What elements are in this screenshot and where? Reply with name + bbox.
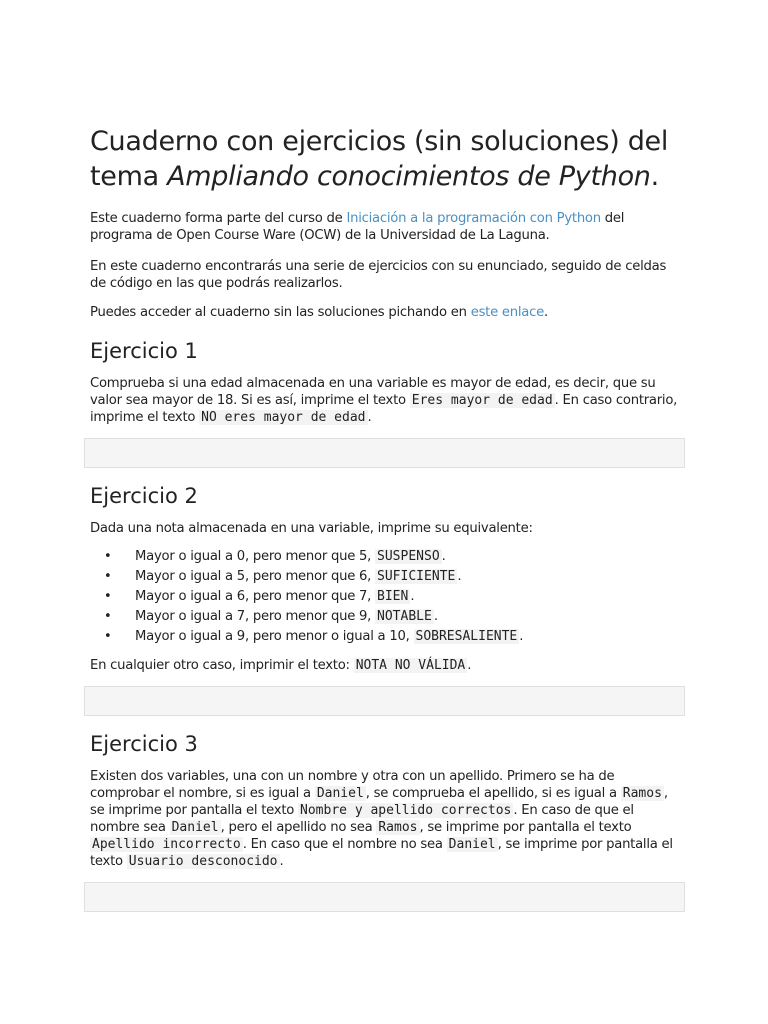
list-item-text: Mayor o igual a 5, pero menor que 6, bbox=[135, 569, 376, 584]
inline-code: Daniel bbox=[448, 837, 496, 852]
inline-code: Eres mayor de edad bbox=[411, 393, 553, 408]
exercise-1-code-cell[interactable] bbox=[84, 438, 685, 468]
list-item bbox=[90, 627, 685, 647]
list-item-text: Mayor o igual a 9, pero menor o igual a 10, bbox=[135, 629, 414, 644]
title-italic: Ampliando conocimientos de Python bbox=[167, 161, 651, 192]
list-item-text: . bbox=[519, 629, 524, 644]
statement-text: . bbox=[367, 410, 372, 425]
list-item-text: . bbox=[441, 549, 446, 564]
list-item bbox=[90, 587, 685, 607]
statement-text: . En caso contrario, imprime el texto bbox=[90, 393, 678, 425]
statement-text: . bbox=[467, 658, 472, 673]
notebook-link[interactable]: este enlace bbox=[470, 305, 544, 320]
page-title bbox=[90, 124, 685, 194]
inline-code: Usuario desconocido bbox=[128, 854, 278, 869]
bullet-icon: • bbox=[104, 549, 112, 564]
bullet-icon: • bbox=[104, 609, 112, 624]
exercise-3-heading: Ejercicio 3 bbox=[90, 732, 198, 756]
grade-list bbox=[90, 547, 685, 647]
statement-text: . bbox=[279, 854, 284, 869]
inline-code: Daniel bbox=[171, 820, 219, 835]
intro-text: Este cuaderno forma parte del curso de bbox=[90, 211, 347, 226]
exercise-3-statement bbox=[90, 768, 685, 870]
exercise-2-code-cell[interactable] bbox=[84, 686, 685, 716]
list-item bbox=[90, 567, 685, 587]
inline-code: NOTA NO VÁLIDA bbox=[355, 658, 466, 673]
list-item bbox=[90, 547, 685, 567]
list-item-text: . bbox=[433, 609, 438, 624]
list-item-text: . bbox=[410, 589, 415, 604]
title-suffix: . bbox=[650, 161, 659, 192]
intro-text: del programa de Open Course Ware (OCW) de la Universidad de La Laguna. bbox=[90, 211, 625, 243]
title-prefix: Cuaderno con ejercicios (sin soluciones) del tema bbox=[90, 126, 669, 192]
inline-code: BIEN bbox=[377, 589, 409, 604]
list-item-text: . bbox=[457, 569, 462, 584]
course-link[interactable]: Iniciación a la programación con Python bbox=[346, 211, 601, 226]
list-item-text: Mayor o igual a 7, pero menor que 9, bbox=[135, 609, 376, 624]
inline-code: NOTABLE bbox=[377, 609, 432, 624]
inline-code: Daniel bbox=[316, 786, 364, 801]
exercise-1-statement bbox=[90, 375, 685, 426]
list-item bbox=[90, 607, 685, 627]
inline-code: SUFICIENTE bbox=[377, 569, 456, 584]
statement-text: Existen dos variables, una con un nombre y otra con un apellido. Primero se ha de comprobar el nombre, si es igual a bbox=[90, 769, 615, 801]
inline-code: Ramos bbox=[378, 820, 418, 835]
intro-paragraph-course bbox=[90, 210, 685, 244]
inline-code: SUSPENSO bbox=[377, 549, 440, 564]
inline-code: NO eres mayor de edad bbox=[201, 410, 366, 425]
intro-paragraph-description: En este cuaderno encontrarás una serie de ejercicios con su enunciado, seguido de celdas de código en las que podrás realizarlos. bbox=[90, 259, 667, 291]
exercise-3-code-cell[interactable] bbox=[84, 882, 685, 912]
statement-text: En cualquier otro caso, imprimir el texto: bbox=[90, 658, 354, 673]
inline-code: Apellido incorrecto bbox=[92, 837, 241, 852]
intro-text: Puedes acceder al cuaderno sin las soluciones pichando en bbox=[90, 305, 471, 320]
bullet-icon: • bbox=[104, 629, 112, 644]
statement-text: . En caso de que el nombre sea bbox=[90, 803, 634, 835]
exercise-2-intro: Dada una nota almacenada en una variable, imprime su equivalente: bbox=[90, 521, 533, 536]
list-item-text: Mayor o igual a 6, pero menor que 7, bbox=[135, 589, 376, 604]
inline-code: Nombre y apellido correctos bbox=[300, 803, 512, 818]
exercise-2-other-case bbox=[90, 657, 685, 674]
exercise-2-heading: Ejercicio 2 bbox=[90, 484, 198, 508]
notebook-content bbox=[90, 124, 685, 912]
inline-code: Ramos bbox=[622, 786, 662, 801]
statement-text: , se imprime por pantalla el texto bbox=[90, 786, 668, 818]
exercise-1-heading: Ejercicio 1 bbox=[90, 339, 198, 363]
statement-text: , se comprueba el apellido, si es igual a bbox=[365, 786, 621, 801]
statement-text: Comprueba si una edad almacenada en una variable es mayor de edad, es decir, que su valor sea mayor de 18. Si es así, imprime el texto bbox=[90, 376, 656, 408]
intro-text: . bbox=[544, 305, 548, 320]
intro-paragraph-access bbox=[90, 304, 685, 321]
inline-code: SOBRESALIENTE bbox=[415, 629, 518, 644]
bullet-icon: • bbox=[104, 589, 112, 604]
statement-text: , se imprime por pantalla el texto bbox=[419, 820, 632, 835]
statement-text: . En caso que el nombre no sea bbox=[242, 837, 447, 852]
statement-text: , pero el apellido no sea bbox=[220, 820, 377, 835]
list-item-text: Mayor o igual a 0, pero menor que 5, bbox=[135, 549, 376, 564]
bullet-icon: • bbox=[104, 569, 112, 584]
statement-text: , se imprime por pantalla el texto bbox=[90, 837, 673, 869]
